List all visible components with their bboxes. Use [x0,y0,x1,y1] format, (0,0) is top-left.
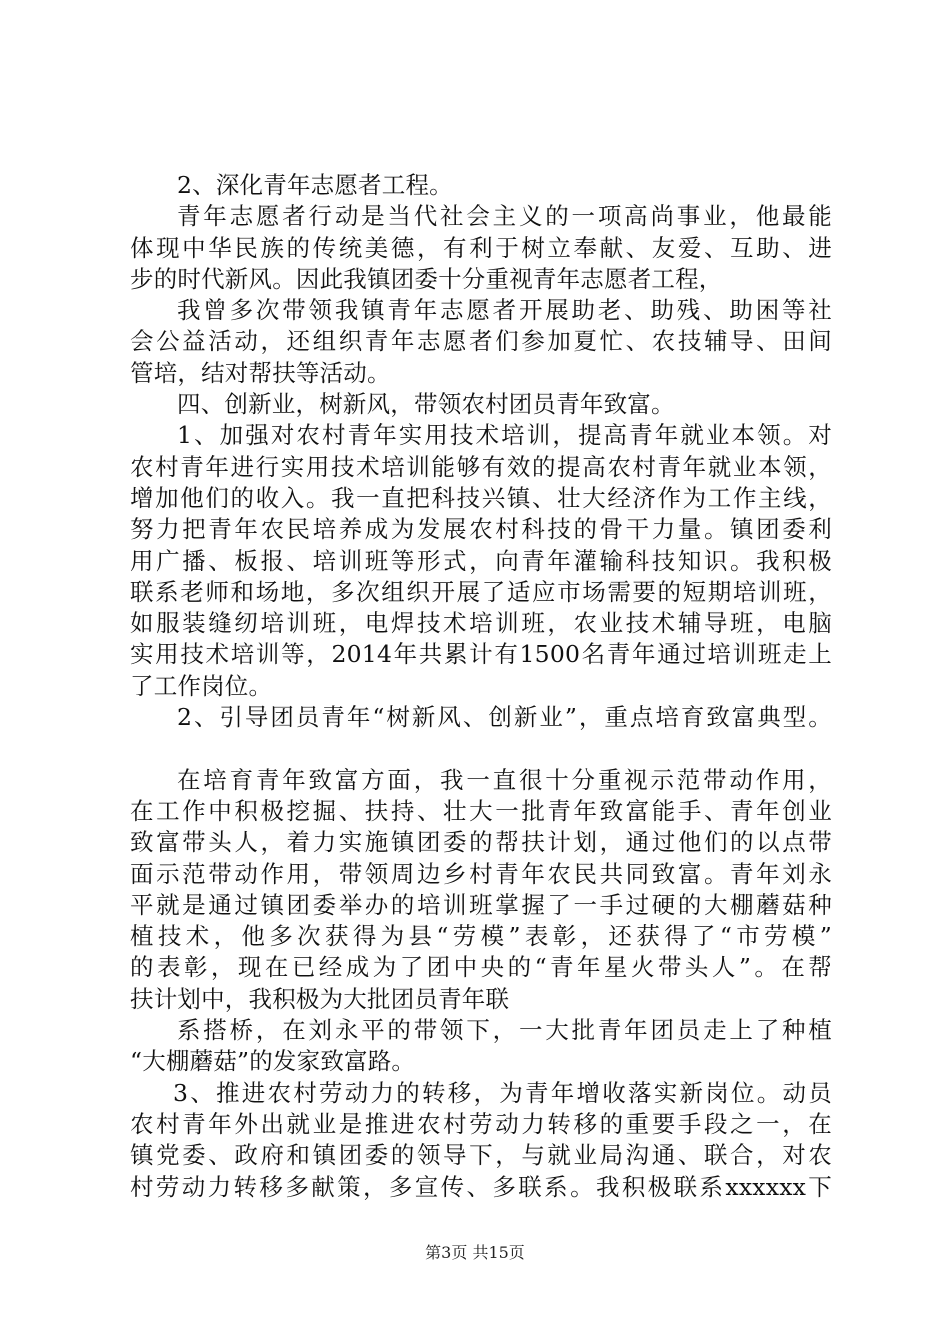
paragraph-line: 村劳动力转移多献策，多宣传、多联系。我积极联系xxxxxx下 [130,1172,832,1201]
paragraph-line: 平就是通过镇团委举办的培训班掌握了一手过硬的大棚蘑菇种 [130,890,832,919]
paragraph-line: 镇党委、政府和镇团委的领导下，与就业局沟通、联合，对农 [130,1141,832,1170]
paragraph-line: 面示范带动作用，带领周边乡村青年农民共同致富。青年刘永 [130,859,832,888]
paragraph-line: 1、加强对农村青年实用技术培训，提高青年就业本领。对 [177,421,832,450]
document-body [130,170,832,1203]
paragraph-line: 致富带头人，着力实施镇团委的帮扶计划，通过他们的以点带 [130,828,832,857]
paragraph-line: 农村青年进行实用技术培训能够有效的提高农村青年就业本领， [130,452,832,481]
section-heading: 2、引导团员青年“树新风、创新业”，重点培育致富典型。 [177,703,832,732]
paragraph-line: 如服装缝纫培训班，电焊技术培训班，农业技术辅导班，电脑 [130,609,832,638]
paragraph-line: 努力把青年农民培养成为发展农村科技的骨干力量。镇团委利 [130,515,832,544]
paragraph-line: 系搭桥，在刘永平的带领下，一大批青年团员走上了种植 [177,1016,832,1045]
paragraph-line: 联系老师和场地，多次组织开展了适应市场需要的短期培训班， [130,577,832,606]
paragraph-line: 增加他们的收入。我一直把科技兴镇、壮大经济作为工作主线， [130,483,832,512]
paragraph-line: 管培，结对帮扶等活动。 [130,358,391,387]
section-heading: 四、创新业，树新风，带领农村团员青年致富。 [177,390,675,419]
paragraph-line: 我曾多次带领我镇青年志愿者开展助老、助残、助困等社 [177,296,832,325]
paragraph-line: 扶计划中，我积极为大批团员青年联 [130,984,510,1013]
paragraph-line: 用广播、板报、培训班等形式，向青年灌输科技知识。我积极 [130,546,832,575]
paragraph-line: 植技术，他多次获得为县“劳模”表彰，还获得了“市劳模” [130,922,832,951]
blank-line [130,733,832,764]
section-heading: 3、推进农村劳动力的转移，为青年增收落实新岗位。动员 [173,1078,832,1107]
paragraph-line: 体现中华民族的传统美德，有利于树立奉献、友爱、互助、进 [130,233,832,262]
page-number-footer: 第3页 共15页 [425,1243,525,1262]
paragraph-line: 的表彰，现在已经成为了团中央的“青年星火带头人”。在帮 [130,953,832,982]
paragraph-line: 了工作岗位。 [130,671,273,700]
paragraph-line: 会公益活动，还组织青年志愿者们参加夏忙、农技辅导、田间 [130,327,832,356]
paragraph-line: 步的时代新风。因此我镇团委十分重视青年志愿者工程， [130,264,723,293]
paragraph-line: 青年志愿者行动是当代社会主义的一项高尚事业，他最能 [177,202,832,231]
paragraph-line: 农村青年外出就业是推进农村劳动力转移的重要手段之一，在 [130,1109,832,1138]
paragraph-line: 实用技术培训等，2014年共累计有1500名青年通过培训班走上 [130,640,832,669]
paragraph-line: “大棚蘑菇”的发家致富路。 [130,1047,416,1076]
paragraph-line: 在培育青年致富方面，我一直很十分重视示范带动作用， [177,765,832,794]
paragraph-line: 在工作中积极挖掘、扶持、壮大一批青年致富能手、青年创业 [130,796,832,825]
section-heading: 2、深化青年志愿者工程。 [177,171,453,199]
